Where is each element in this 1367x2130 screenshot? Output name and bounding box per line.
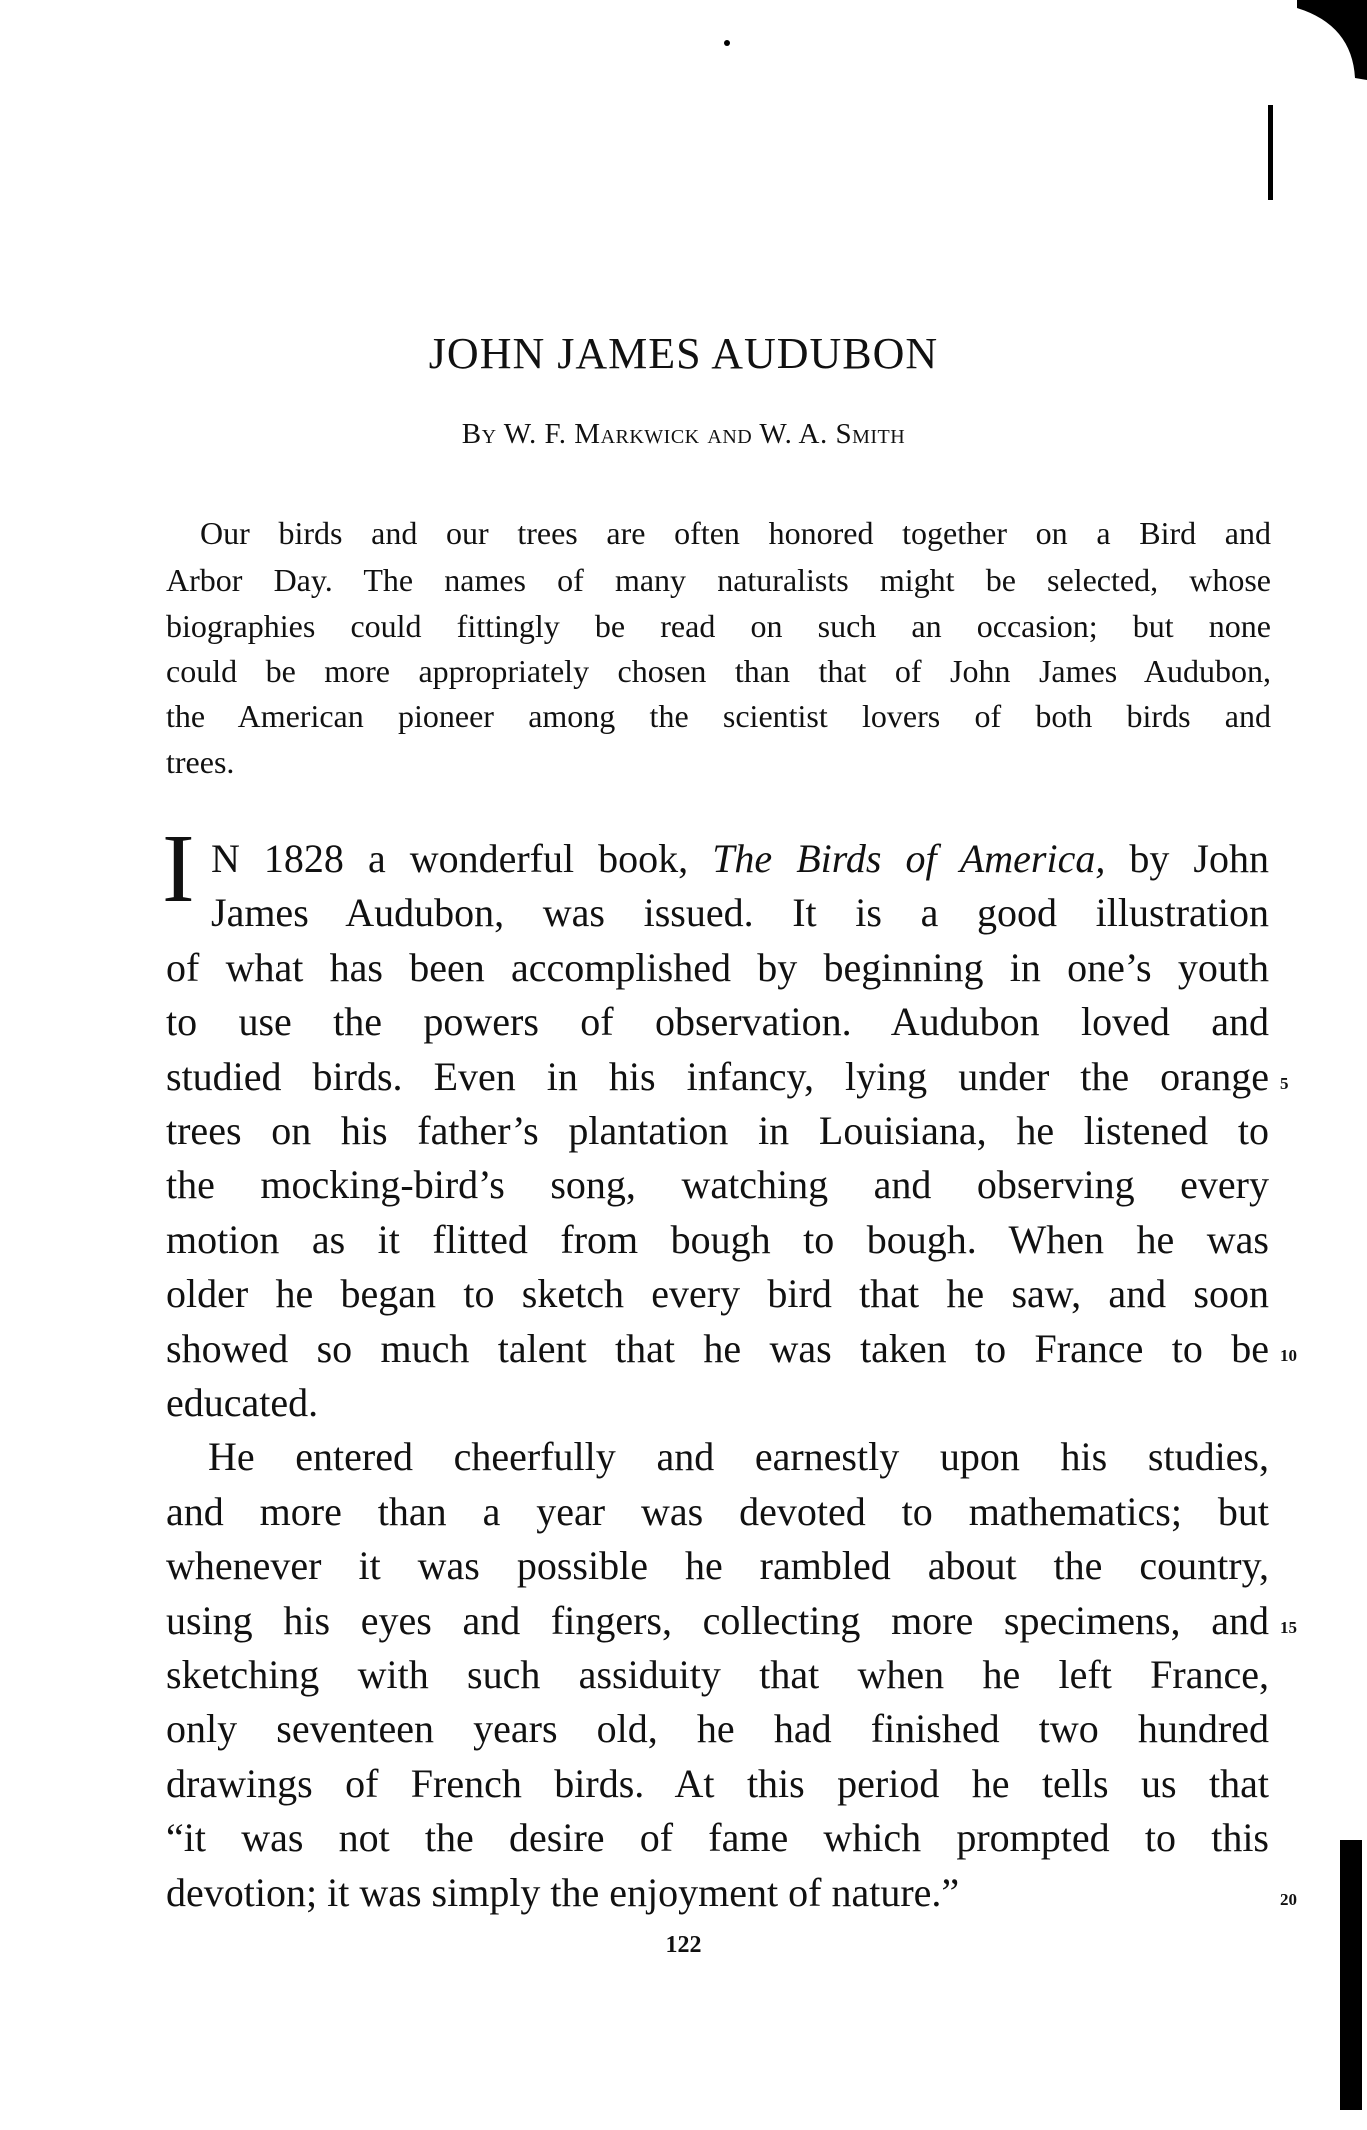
intro-line: the American pioneer among the scientist lovers of both birds and bbox=[166, 698, 1271, 734]
intro-line: Our birds and our trees are often honored together on a Bird and bbox=[200, 515, 1271, 551]
intro-line: Arbor Day. The names of many naturalists might be selected, whose bbox=[166, 562, 1271, 598]
line-number: 15 bbox=[1280, 1617, 1297, 1637]
intro-line: could be more appropriately chosen than that of John James Audubon, bbox=[166, 653, 1271, 689]
body-line: studied birds. Even in his infancy, lying under the orange bbox=[166, 1053, 1269, 1099]
body-line: He entered cheerfully and earnestly upon his studies, bbox=[208, 1434, 1269, 1480]
drop-cap: I bbox=[162, 815, 195, 923]
scan-edge-mark bbox=[1268, 105, 1273, 200]
line-number: 20 bbox=[1280, 1889, 1297, 1909]
scan-edge-mark bbox=[1340, 1840, 1362, 2110]
body-line: trees on his father’s plantation in Louisiana, he listened to bbox=[166, 1108, 1269, 1153]
body-line: sketching with such assiduity that when he left France, bbox=[166, 1652, 1269, 1697]
body-line: whenever it was possible he rambled about the country, bbox=[166, 1543, 1269, 1589]
intro-line: trees. bbox=[166, 744, 235, 780]
body-line: James Audubon, was issued. It is a good illustration bbox=[211, 890, 1269, 936]
intro-line: biographies could fittingly be read on such an occasion; but none bbox=[166, 608, 1271, 644]
page-number: 122 bbox=[665, 1932, 702, 1958]
body-line: the mocking-bird’s song, watching and observing every bbox=[166, 1162, 1269, 1208]
body-line: educated. bbox=[166, 1380, 319, 1425]
body-line: older he began to sketch every bird that he saw, and soon bbox=[166, 1271, 1269, 1317]
scan-corner-mark bbox=[1297, 0, 1367, 80]
page-title: JOHN JAMES AUDUBON bbox=[428, 329, 939, 378]
text: N 1828 a wonderful book, bbox=[211, 836, 689, 881]
byline: By W. F. Markwick and W. A. Smith bbox=[461, 418, 906, 450]
body-line: drawings of French birds. At this period he tells us that bbox=[166, 1760, 1269, 1806]
book-title: The Birds of America, bbox=[712, 836, 1106, 881]
body-line: using his eyes and fingers, collecting more specimens, and bbox=[166, 1597, 1269, 1643]
body-line: devotion; it was simply the enjoyment of nature.” bbox=[166, 1869, 960, 1915]
body-line: and more than a year was devoted to mathematics; but bbox=[166, 1488, 1269, 1534]
text: by John bbox=[1129, 836, 1270, 881]
body-line: to use the powers of observation. Audubon loved and bbox=[166, 999, 1269, 1045]
body-line bbox=[211, 834, 1269, 884]
body-line: of what has been accomplished by beginning in one’s youth bbox=[166, 944, 1269, 990]
body-line: motion as it flitted from bough to bough. When he was bbox=[166, 1216, 1269, 1262]
body-line: showed so much talent that he was taken to France to be bbox=[166, 1325, 1269, 1371]
line-number: 5 bbox=[1280, 1073, 1289, 1093]
line-number: 10 bbox=[1280, 1345, 1297, 1365]
scan-dot bbox=[724, 40, 730, 46]
body-line: “it was not the desire of fame which prompted to this bbox=[166, 1815, 1269, 1861]
body-line: only seventeen years old, he had finished two hundred bbox=[166, 1706, 1269, 1752]
